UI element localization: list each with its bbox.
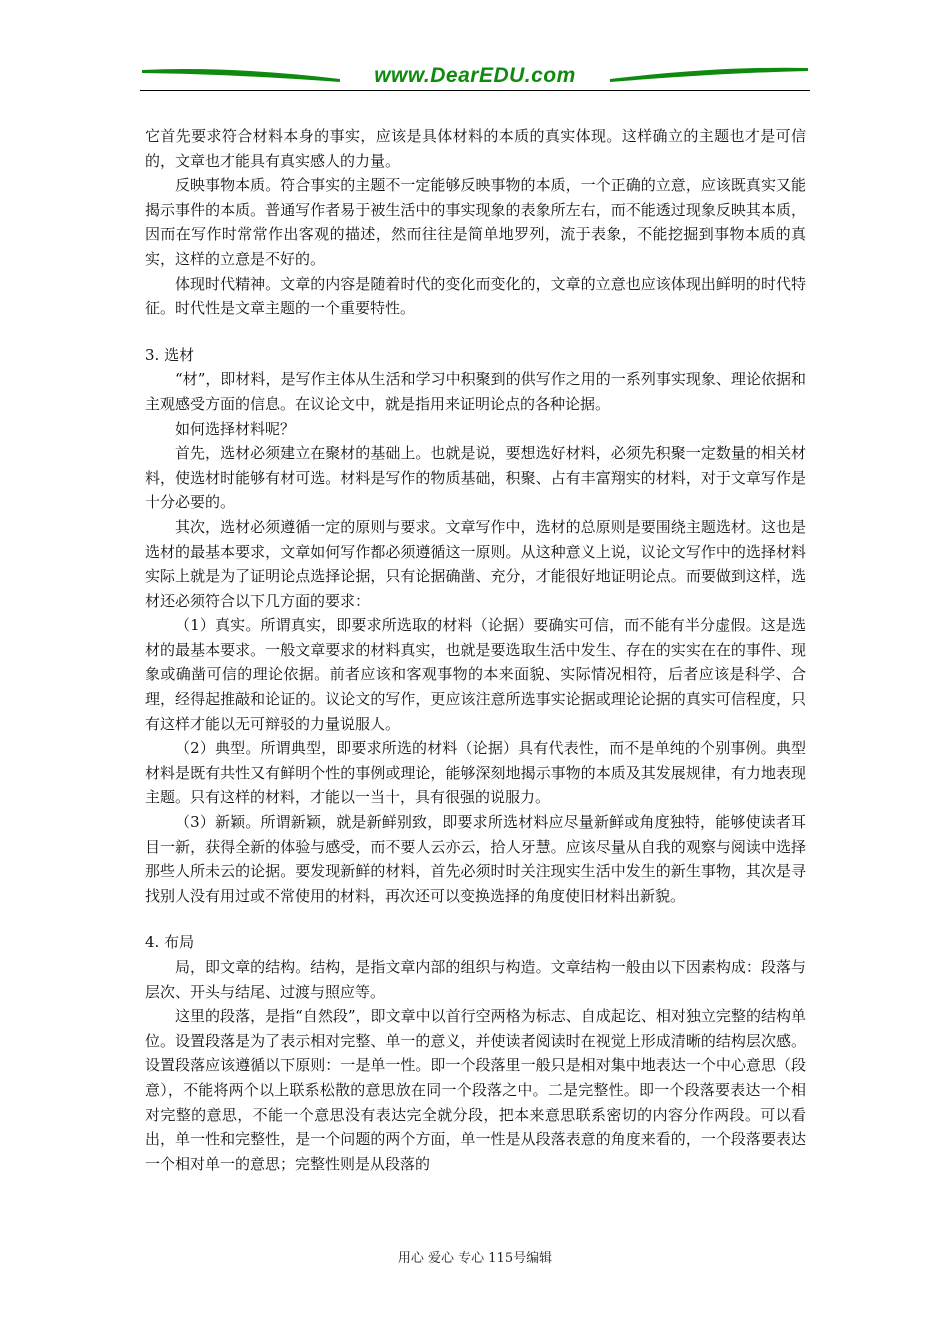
page-footer: 用心 爱心 专心 115号编辑 xyxy=(397,1251,553,1266)
body-paragraph: 其次，选材必须遵循一定的原则与要求。文章写作中，选材的总原则是要围绕主题选材。这也是选材的最基本要求，文章如何写作都必须遵循这一原则。从这种意义上说，议论文写作中的选择材料实际上就是为了证明论点选择论据，只有论据确凿、充分，才能很好地证明论点。而要做到这样，选材还必须符合以下几方面的要求： xyxy=(145,517,806,610)
body-paragraph: （3）新颖。所谓新颖，就是新鲜别致，即要求所选材料应尽量新鲜或角度独特，能够使读者耳目一新，获得全新的体验与感受，而不要人云亦云，拾人牙慧。应该尽量从自我的观察与阅读中选择那些人所未云的论据。要发现新鲜的材料，首先必须时时关注现实生活中发生的新生事物，其次是寻找别人没有用过或不常使用的材料，再次还可以变换选择的角度使旧材料出新貌。 xyxy=(145,813,806,905)
body-paragraph: 局，即文章的结构。结构，是指文章内部的组织与构造。文章结构一般由以下因素构成：段落与层次、开头与结尾、过渡与照应等。 xyxy=(145,958,806,1001)
page-header xyxy=(140,58,810,94)
section-heading: 3. 选材 xyxy=(145,345,195,364)
body-paragraph: 首先，选材必须建立在聚材的基础上。也就是说，要想选好材料，必须先积聚一定数量的相关材料，使选材时能够有材可选。材料是写作的物质基础，积聚、占有丰富翔实的材料，对于文章写作是十分必要的。 xyxy=(145,444,806,512)
body-paragraph: （1）真实。所谓真实，即要求所选取的材料（论据）要确实可信，而不能有半分虚假。这是选材的最基本要求。一般文章要求的材料真实，也就是要选取生活中发生、存在的实实在在的事件、现象或确凿可信的理论依据。前者应该和客观事物的本来面貌、实际情况相符，后者应该是科学、合理，经得起推敲和论证的。议论文的写作，更应该注意所选事实论据或理论论据的真实可信程度，只有这样才能以无可辩驳的力量说服人。 xyxy=(145,616,806,733)
site-url: www.DearEDU.com xyxy=(374,64,576,87)
body-paragraph: 这里的段落，是指“自然段”，即文章中以首行空两格为标志、自成起讫、相对独立完整的结构单位。设置段落是为了表示相对完整、单一的意义，并使读者阅读时在视觉上形成清晰的结构层次感。设置段落应该遵循以下原则：一是单一性。即一个段落里一般只是相对集中地表达一个中心意思（段意），不能将两个以上联系松散的意思放在同一个段落之中。二是完整性。即一个段落要表达一个相对完整的意思，不能一个意思没有表达完全就分段，把本来意思联系密切的内容分作两段。可以看出，单一性和完整性，是一个问题的两个方面，单一性是从段落表意的角度来看的，一个段落要表达一个相对单一的意思；完整性则是从段落的 xyxy=(145,1007,806,1173)
body-paragraph: 体现时代精神。文章的内容是随着时代的变化而变化的，文章的立意也应该体现出鲜明的时代特征。时代性是文章主题的一个重要特性。 xyxy=(145,274,806,318)
document-body xyxy=(145,124,806,1176)
body-paragraph: “材”，即材料，是写作主体从生活和学习中积聚到的供写作之用的一系列事实现象、理论依据和主观感受方面的信息。在议论文中，就是指用来证明论点的各种论据。 xyxy=(145,370,806,413)
body-paragraph: 如何选择材料呢？ xyxy=(175,419,296,438)
body-paragraph: 它首先要求符合材料本身的事实，应该是具体材料的本质的真实体现。这样确立的主题也才是可信的，文章也才能具有真实感人的力量。 xyxy=(145,127,806,170)
section-heading: 4. 布局 xyxy=(145,933,195,952)
body-paragraph: 反映事物本质。符合事实的主题不一定能够反映事物的本质，一个正确的立意，应该既真实又能揭示事件的本质。普通写作者易于被生活中的事实现象的表象所左右，而不能透过现象反映其本质，因而在写作时常常作出客观的描述，然而往往是简单地罗列，流于表象，不能挖掘到事物本质的真实，这样的立意是不好的。 xyxy=(145,176,806,268)
header-divider xyxy=(140,90,810,91)
body-paragraph: （2）典型。所谓典型，即要求所选的材料（论据）具有代表性，而不是单纯的个别事例。典型材料是既有共性又有鲜明个性的事例或理论，能够深刻地揭示事物的本质及其发展规律，有力地表现主题。只有这样的材料，才能以一当十，具有很强的说服力。 xyxy=(145,739,806,807)
